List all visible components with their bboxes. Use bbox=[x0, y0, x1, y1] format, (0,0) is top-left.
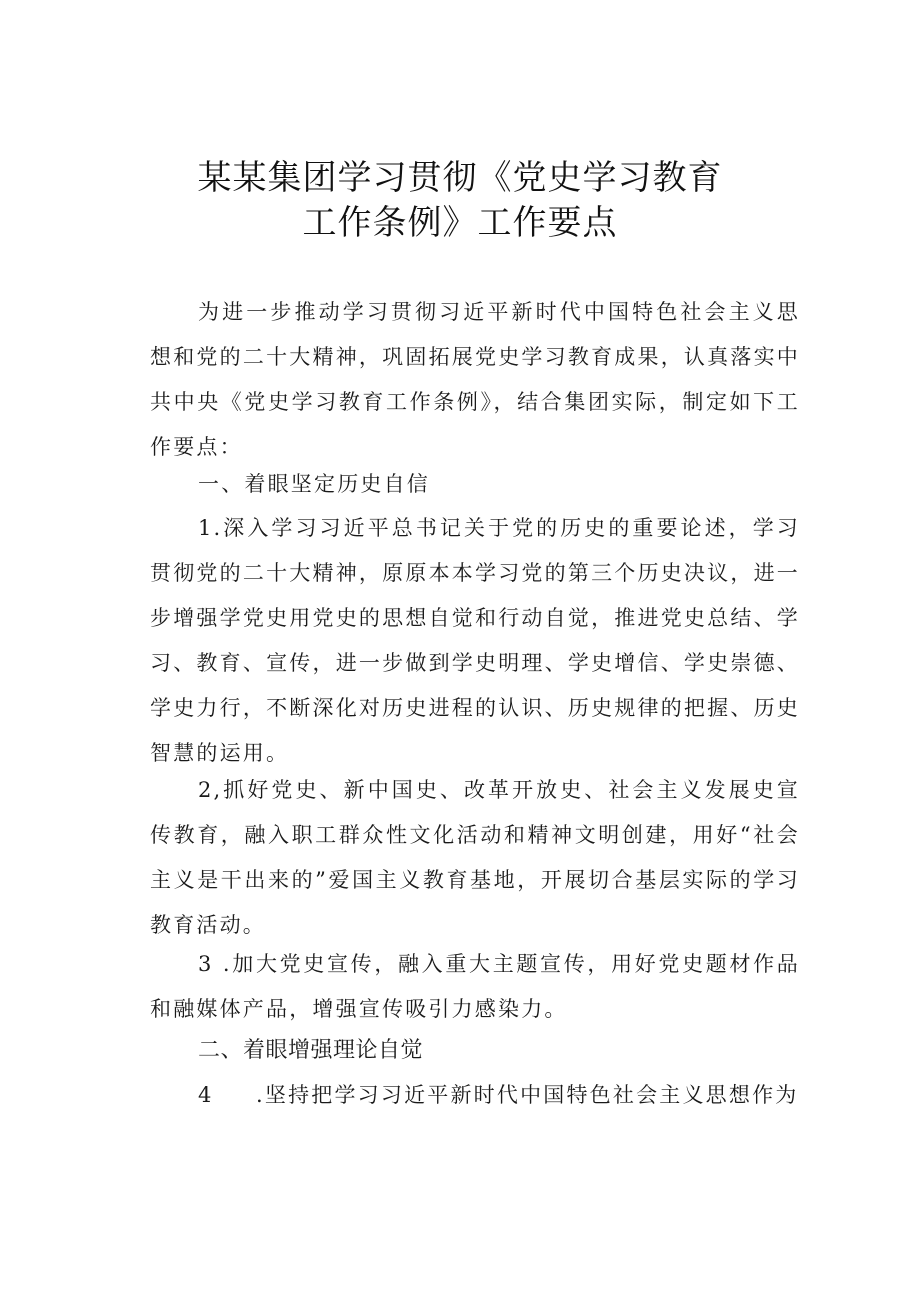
item-2-paragraph: 2,抓好党史、新中国史、改革开放史、社会主义发展史宣传教育，融入职工群众性文化活动和精神文明创建，用好“社会主义是干出来的”爱国主义教育基地，开展切合基层实际的学习教育活动。 bbox=[150, 778, 800, 937]
intro-paragraph: 为进一步推动学习贯彻习近平新时代中国特色社会主义思想和党的二十大精神，巩固拓展党史学习教育成果，认真落实中共中央《党史学习教育工作条例》，结合集团实际，制定如下工作要点： bbox=[150, 300, 800, 459]
document-title-line-2: 工作条例》工作要点 bbox=[302, 203, 618, 243]
item-3-paragraph: 3 .加大党史宣传，融入重大主题宣传，用好党史题材作品和融媒体产品，增强宣传吸引力感染力。 bbox=[150, 952, 800, 1021]
item-4-number: 4 bbox=[198, 1083, 214, 1107]
section-1-heading: 一、着眼坚定历史自信 bbox=[198, 472, 430, 496]
item-4-paragraph bbox=[150, 1073, 800, 1118]
section-2-heading: 二、着眼增强理论自觉 bbox=[198, 1038, 424, 1063]
item-1-paragraph: 1.深入学习习近平总书记关于党的历史的重要论述，学习贯彻党的二十大精神，原原本本学习党的第三个历史决议，进一步增强学党史用党史的思想自觉和行动自觉，推进党史总结、学习、教育、宣传，进一步做到学史明理、学史增信、学史崇德、学史力行，不断深化对历史进程的认识、历史规律的把握、历史智慧的运用。 bbox=[150, 516, 800, 765]
document-title-line-1: 某某集团学习贯彻《党史学习教育 bbox=[197, 158, 723, 198]
item-4-text: .坚持把学习习近平新时代中国特色社会主义思想作为 bbox=[256, 1083, 799, 1107]
